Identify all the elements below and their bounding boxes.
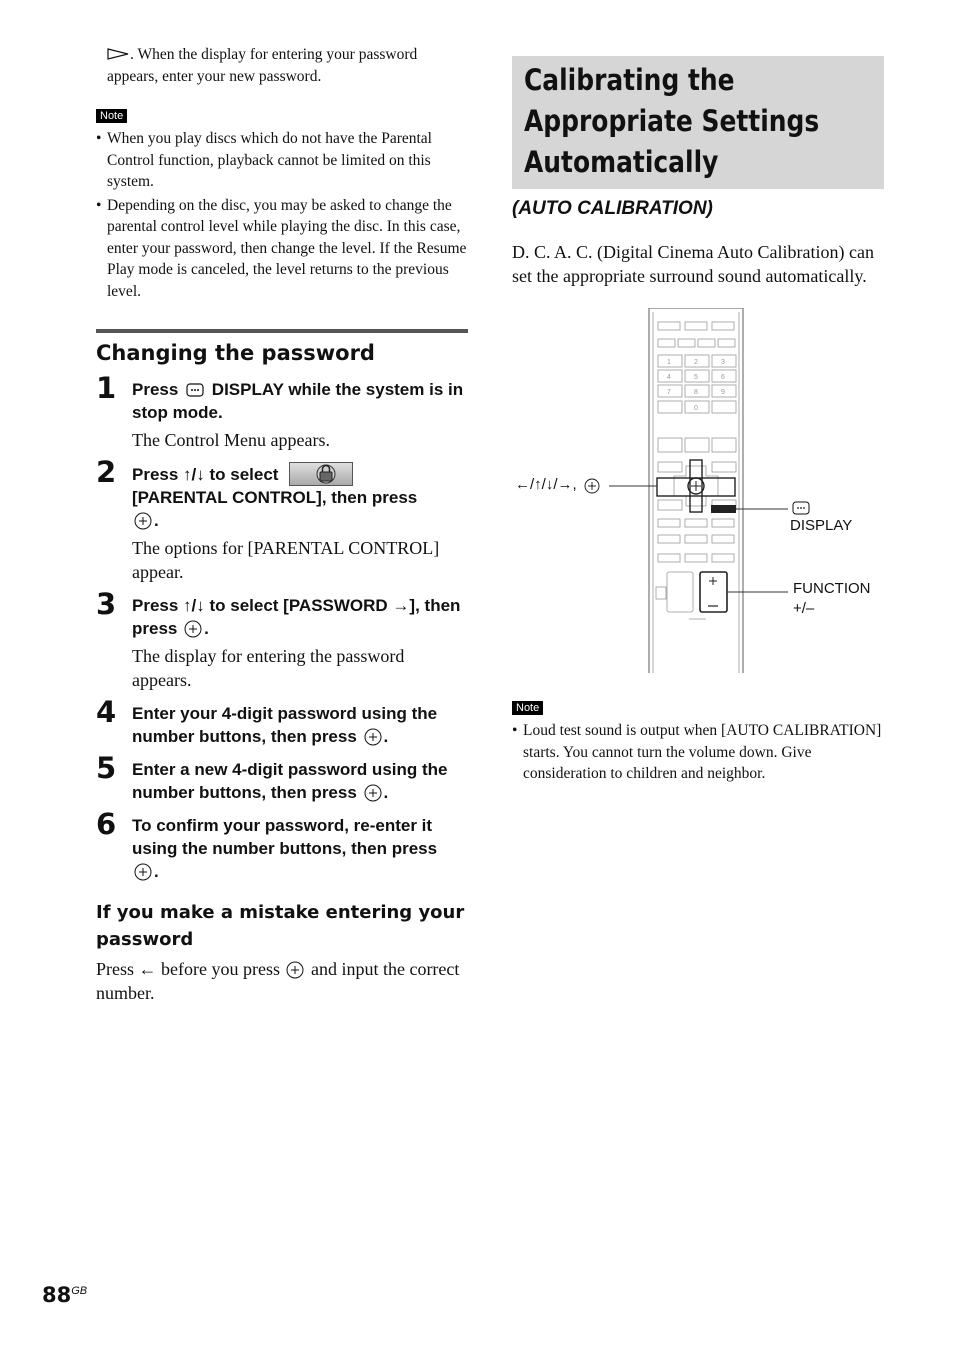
arrows-label: ←/↑/↓/→, <box>515 476 577 493</box>
note-block-right <box>512 698 884 785</box>
step-result: The Control Menu appears. <box>132 430 330 450</box>
note-item: • Loud test sound is output when [AUTO CALIBRATION] starts. You cannot turn the volume down. Give consideration to children and neighbor. <box>512 720 884 785</box>
display-label: DISPLAY <box>790 517 853 534</box>
step-heading <box>132 758 468 804</box>
svg-text:8: 8 <box>694 389 698 396</box>
step-text: To confirm your password, re-enter it using the number buttons, then press <box>132 816 438 858</box>
intro-text: . When the display for entering your password appears, enter your new password. <box>107 46 418 85</box>
title-line: Automatically <box>524 145 719 179</box>
enter-button-icon <box>184 620 202 638</box>
svg-text:0: 0 <box>694 405 698 412</box>
title-line: Calibrating the <box>524 63 735 97</box>
step-number: 5 <box>96 751 117 785</box>
note-list <box>512 720 884 785</box>
enter-button-icon <box>134 863 152 881</box>
title-line: Appropriate Settings <box>524 104 820 138</box>
step-3 <box>96 587 468 692</box>
step-text: Press ↑/↓ to select [PASSWORD →], then press <box>132 596 461 638</box>
step-text: Press <box>132 380 179 399</box>
note-item: • When you play discs which do not have the Parental Control function, playback cannot be limited on this system. <box>96 128 468 193</box>
section-divider <box>96 329 468 333</box>
svg-text:6: 6 <box>721 374 725 381</box>
svg-text:2: 2 <box>694 359 698 366</box>
step-text: . <box>154 862 159 881</box>
step-heading <box>132 594 468 640</box>
step-text: . <box>383 727 389 746</box>
step-number: 1 <box>96 371 117 405</box>
mistake-text <box>96 957 468 1005</box>
step-heading <box>132 462 468 532</box>
enter-button-icon <box>364 728 382 746</box>
note-list <box>96 128 468 302</box>
svg-text:9: 9 <box>721 389 725 396</box>
page-suffix: GB <box>71 1285 88 1297</box>
svg-text:1: 1 <box>667 359 671 366</box>
step-text: . <box>204 619 209 638</box>
step-result: The options for [PARENTAL CONTROL] appear. <box>132 538 440 582</box>
remote-illustration <box>512 308 884 688</box>
parental-lock-icon <box>289 462 353 486</box>
step-text: Enter a new 4-digit password using the number buttons, then press <box>132 760 448 802</box>
step-number: 2 <box>96 455 117 489</box>
step-text: . <box>154 511 159 530</box>
step-5 <box>96 751 468 804</box>
enter-button-icon <box>286 961 304 979</box>
step-text: [PARENTAL CONTROL], then press <box>132 488 418 507</box>
enter-button-icon <box>134 512 152 530</box>
function-sign-label: +/– <box>793 600 815 617</box>
step-number: 3 <box>96 587 117 621</box>
mistake-heading: If you make a mistake entering your password <box>96 902 465 950</box>
step-text: . <box>383 783 389 802</box>
mistake-text-part: Press ← before you press <box>96 959 280 979</box>
section-title: Changing the password <box>96 341 375 365</box>
step-4 <box>96 695 468 748</box>
step-result: The display for entering the password appears. <box>132 646 405 690</box>
step-text: DISPLAY while the system is in stop mode. <box>132 380 464 422</box>
page-number-value: 88 <box>42 1283 72 1307</box>
remote-control-icon <box>512 308 884 688</box>
step-2 <box>96 455 468 584</box>
step-heading <box>132 814 468 883</box>
step-number: 6 <box>96 807 117 841</box>
intro-paragraph <box>96 44 468 87</box>
note-block <box>96 106 468 302</box>
svg-text:3: 3 <box>721 359 725 366</box>
left-column <box>96 44 468 1005</box>
note-badge: Note <box>96 109 127 123</box>
step-text: Press ↑/↓ to select <box>132 465 279 484</box>
svg-text:7: 7 <box>667 389 671 396</box>
function-label: FUNCTION <box>793 580 871 597</box>
note-badge: Note <box>512 701 543 715</box>
svg-text:5: 5 <box>694 374 698 381</box>
step-text: Enter your 4-digit password using the number buttons, then press <box>132 704 438 746</box>
enter-button-icon <box>364 784 382 802</box>
section-subtitle: (AUTO CALIBRATION) <box>512 198 713 219</box>
description: D. C. A. C. (Digital Cinema Auto Calibration) can set the appropriate surround sound automatically. <box>512 242 874 286</box>
step-heading <box>132 702 468 748</box>
right-column <box>512 56 884 787</box>
note-item: • Depending on the disc, you may be asked to change the parental control level while playing the disc. In this case, enter your password, then change the level. If the Resume Play mode is canceled, the level returns to the previous level. <box>96 195 468 303</box>
title-box <box>512 56 884 189</box>
step-6 <box>96 807 468 883</box>
mistake-text-part: and input the correct number. <box>96 959 460 1003</box>
step-number: 4 <box>96 695 117 729</box>
page-number <box>42 1283 87 1307</box>
svg-text:4: 4 <box>667 374 671 381</box>
step-1 <box>96 371 468 452</box>
play-icon <box>107 48 129 60</box>
step-heading <box>132 378 468 424</box>
display-button-icon <box>186 383 204 397</box>
